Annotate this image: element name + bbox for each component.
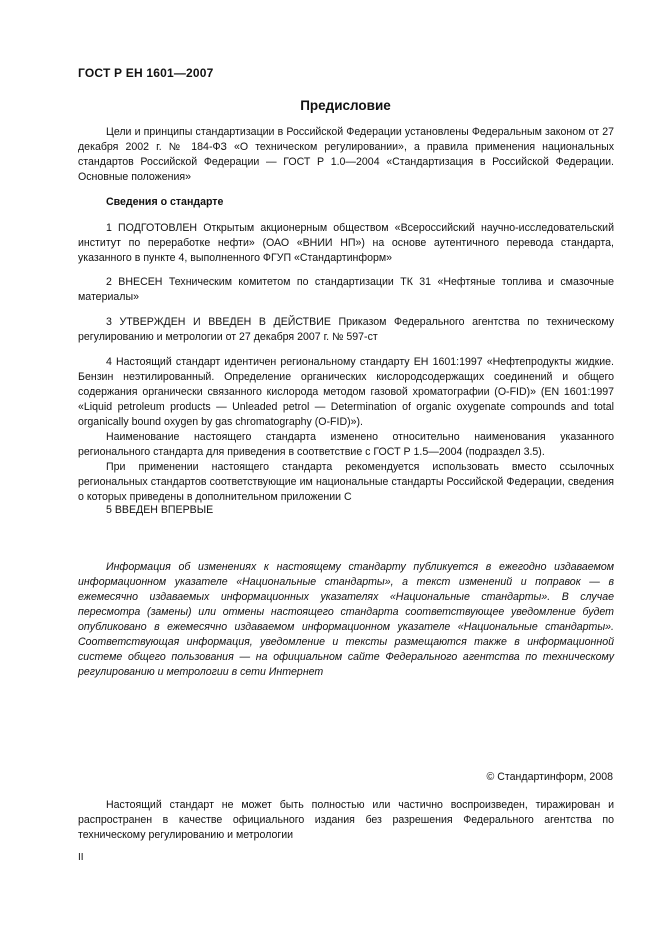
reproduction-notice-text: Настоящий стандарт не может быть полностью или частично воспроизведен, тиражирован и распространен в качестве официального издания без разрешения Федерального агентства по техническому регулированию и метрологии bbox=[78, 799, 614, 841]
item-4-paragraph-1: 4 Настоящий стандарт идентичен региональному стандарту ЕН 1601:1997 «Нефтепродукты жидкие. Бензин неэтилированный. Определение органических кислородсодержащих соединений и общего содержания органически связанного кислорода методом газовой хроматографии (O-FID)» (EN 1601:1997 «Liquid petroleum products — Unleaded petrol — Determination of organic oxygenate compounds and total organically bound oxygen by gas chromatography (O-FID)»). bbox=[78, 356, 614, 428]
copyright-line: © Стандартинформ, 2008 bbox=[486, 771, 613, 783]
page-title: Предисловие bbox=[300, 98, 391, 113]
section-subheading: Сведения о стандарте bbox=[106, 196, 224, 208]
item-4-paragraph-2: Наименование настоящего стандарта изменено относительно наименования указанного регионального стандарта для приведения в соответствие с ГОСТ Р 1.5—2004 (подраздел 3.5). bbox=[78, 431, 614, 458]
reproduction-notice bbox=[78, 798, 614, 843]
info-notice bbox=[78, 560, 614, 680]
item-2-text: 2 ВНЕСЕН Техническим комитетом по стандартизации ТК 31 «Нефтяные топлива и смазочные материалы» bbox=[78, 276, 614, 303]
item-1-text: 1 ПОДГОТОВЛЕН Открытым акционерным обществом «Всероссийский научно-исследовательский институт по переработке нефти» (ОАО «ВНИИ НП») на основе аутентичного перевода стандарта, указанного в пункте 4, выполненного ФГУП «Стандартинформ» bbox=[78, 222, 614, 264]
item-4-paragraph-3: При применении настоящего стандарта рекомендуется использовать вместо ссылочных региональных стандартов соответствующие им национальные стандарты Российской Федерации, сведения о которых приведены в дополнительном приложении С bbox=[78, 461, 614, 503]
intro-paragraph bbox=[78, 125, 614, 185]
item-3-text: 3 УТВЕРЖДЕН И ВВЕДЕН В ДЕЙСТВИЕ Приказом Федерального агентства по техническому регулированию и метрологии от 27 декабря 2007 г. № 597-ст bbox=[78, 316, 614, 343]
item-4 bbox=[78, 355, 614, 505]
info-notice-text: Информация об изменениях к настоящему стандарту публикуется в ежегодно издаваемом информационном указателе «Национальные стандарты», а текст изменений и поправок — в ежемесячно издаваемых информационных указателях «Национальные стандарты». В случае пересмотра (замены) или отмены настоящего стандарта соответствующее уведомление будет опубликовано в ежемесячно издаваемом информационном указателе «Национальные стандарты». Соответствующая информация, уведомление и тексты размещаются также в информационной системе общего пользования — на официальном сайте Федерального агентства по техническому регулированию и метрологии в сети Интернет bbox=[78, 561, 614, 678]
item-5-text: 5 ВВЕДЕН ВПЕРВЫЕ bbox=[106, 504, 214, 516]
item-3 bbox=[78, 315, 614, 345]
page-number: II bbox=[78, 852, 84, 863]
item-5 bbox=[78, 503, 614, 518]
item-2 bbox=[78, 275, 614, 305]
item-1 bbox=[78, 221, 614, 266]
document-header: ГОСТ Р ЕН 1601—2007 bbox=[78, 66, 214, 80]
intro-text: Цели и принципы стандартизации в Российской Федерации установлены Федеральным законом от 27 декабря 2002 г. № 184-ФЗ «О техническом регулировании», а правила применения национальных стандартов Российской Федерации — ГОСТ Р 1.0—2004 «Стандартизация в Российской Федерации. Основные положения» bbox=[78, 126, 614, 183]
